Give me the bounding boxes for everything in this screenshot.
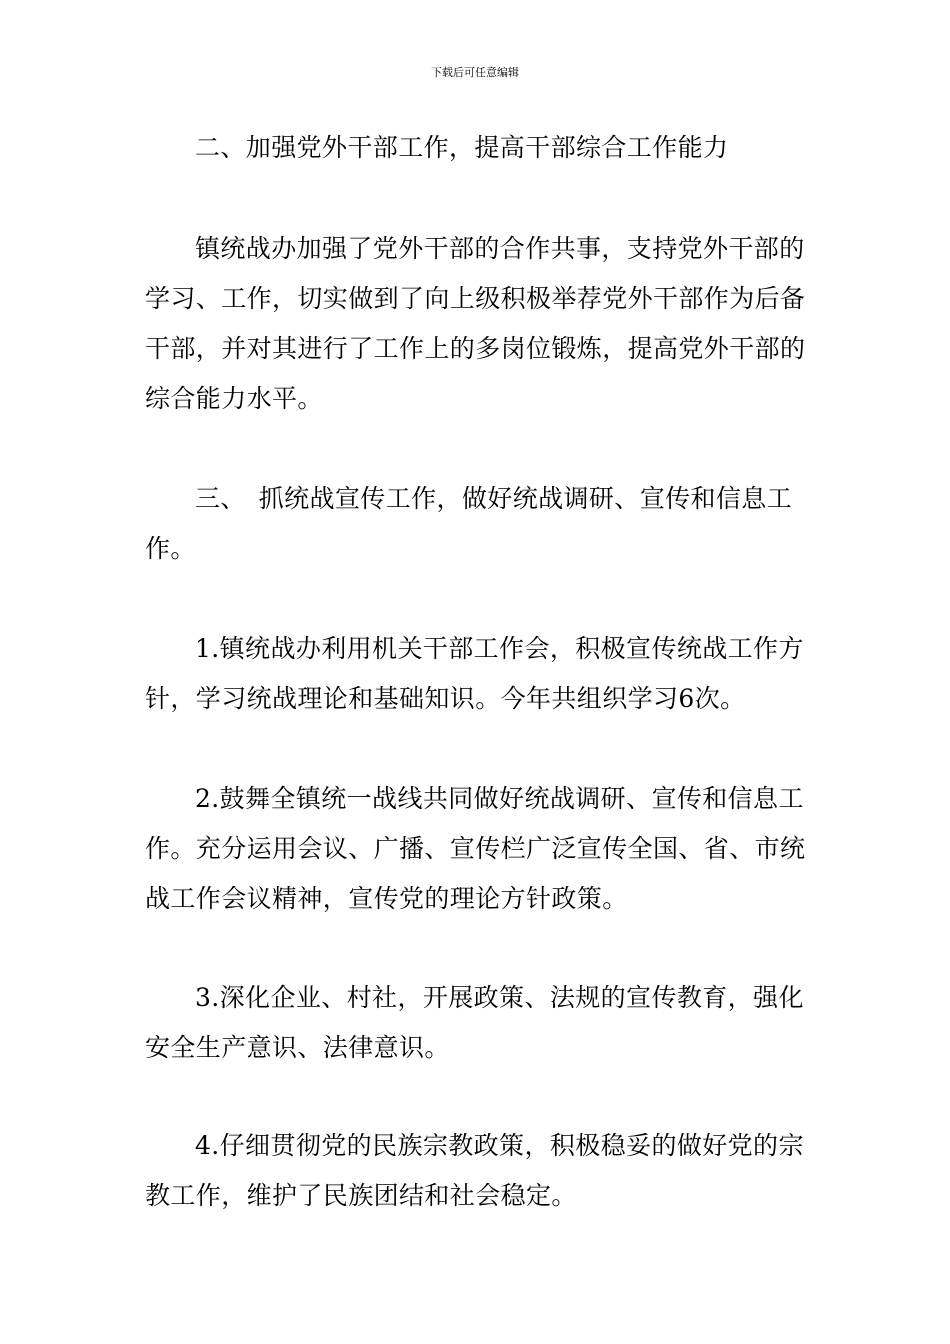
list-item-1: 1.镇统战办利用机关干部工作会，积极宣传统战工作方针，学习统战理论和基础知识。今年共组织学习6次。	[145, 634, 804, 713]
section-heading-2: 二、加强党外干部工作，提高干部综合工作能力	[195, 133, 729, 162]
paragraph-cadre-cooperation: 镇统战办加强了党外干部的合作共事，支持党外干部的学习、工作，切实做到了向上级积极举荐党外干部作为后备干部，并对其进行了工作上的多岗位锻炼，提高党外干部的综合能力水平。	[145, 234, 806, 413]
list-item-4: 4.仔细贯彻党的民族宗教政策，积极稳妥的做好党的宗教工作，维护了民族团结和社会稳定。	[145, 1131, 804, 1210]
page-header: 下载后可任意编辑	[431, 66, 519, 79]
list-item-2: 2.鼓舞全镇统一战线共同做好统战调研、宣传和信息工作。充分运用会议、广播、宣传栏广泛宣传全国、省、市统战工作会议精神，宣传党的理论方针政策。	[145, 784, 806, 913]
list-item-3: 3.深化企业、村社，开展政策、法规的宣传教育，强化安全生产意识、法律意识。	[145, 983, 804, 1062]
section-heading-3: 三、 抓统战宣传工作，做好统战调研、宣传和信息工作。	[145, 484, 793, 563]
